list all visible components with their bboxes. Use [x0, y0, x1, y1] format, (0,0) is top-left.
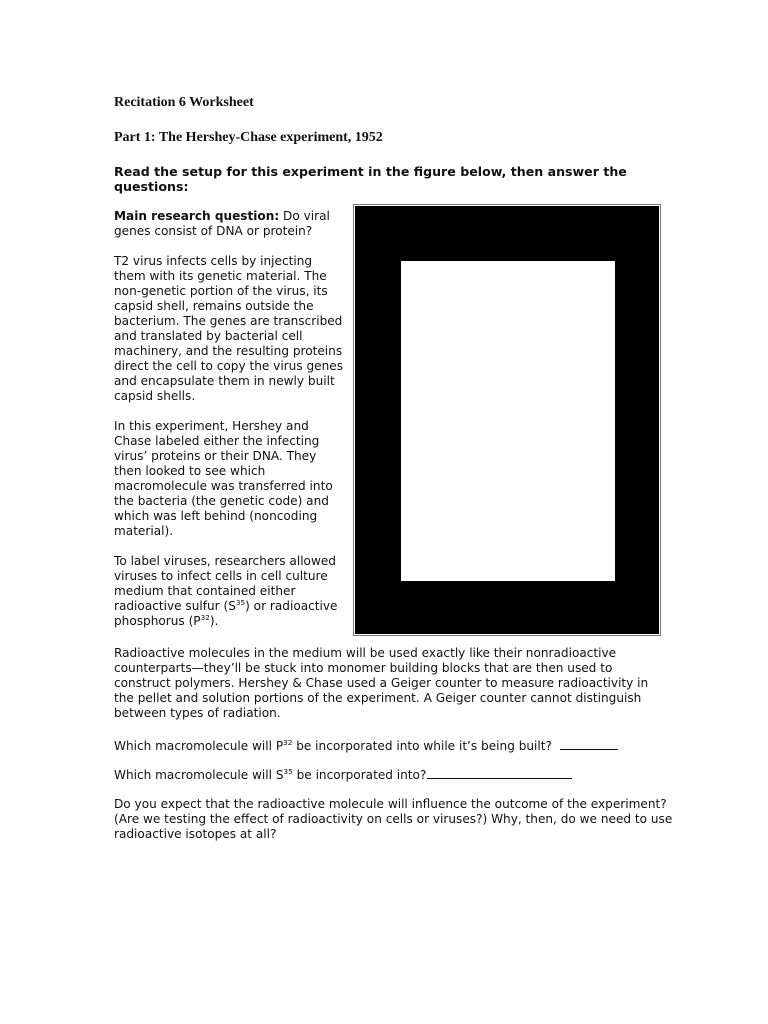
labeling-intro: To label viruses, researchers allowed viruses to infect cells in cell culture medium that contained either radioactive sulfur (S [114, 554, 336, 613]
labeling-end: ). [209, 614, 219, 628]
question-s35 [114, 766, 674, 783]
question-s35-after: be incorporated into? [292, 768, 427, 782]
answer-blank-s35[interactable] [427, 766, 572, 779]
experiment-description [114, 209, 346, 644]
experiment-figure [353, 204, 661, 636]
main-question-label: Main research question: [114, 209, 280, 223]
figure-placeholder [401, 261, 615, 581]
virus-paragraph: T2 virus infects cells by injecting them with its genetic material. The non-genetic portion of the virus, its capsid shell, remains outside the bacterium. The genes are transcribed and translated by bacterial cell machinery, and the resulting proteins direct the cell to copy the virus genes and encapsulate them in newly built capsid shells. [114, 254, 343, 403]
question-p32-superscript: 32 [283, 737, 293, 747]
question-p32 [114, 737, 674, 754]
labeling-paragraph [114, 554, 346, 629]
question-p32-before: Which macromolecule will P [114, 739, 284, 753]
answer-blank-p32[interactable] [560, 737, 618, 750]
sulfur-superscript: 35 [235, 597, 246, 607]
question-s35-superscript: 35 [283, 766, 293, 776]
main-research-question [114, 209, 346, 239]
phosphorus-superscript: 32 [200, 612, 210, 622]
part-heading: Part 1: The Hershey-Chase experiment, 1952 [114, 130, 383, 145]
question-radioactive-influence: Do you expect that the radioactive molecule will influence the outcome of the experiment? (Are we testing the effect of radioactivity on cells or viruses?) Why, then, do we need to use radioactive isotopes at all? [114, 797, 673, 841]
question-s35-before: Which macromolecule will S [114, 768, 284, 782]
worksheet-title: Recitation 6 Worksheet [114, 95, 254, 110]
radioactive-details: Radioactive molecules in the medium will be used exactly like their nonradioactive counterparts—they’ll be stuck into monomer building blocks that are then used to construct polymers. Hershey & Chase used a Geiger counter to measure radioactivity in the pellet and solution portions of the experiment. A Geiger counter cannot distinguish between types of radiation. [114, 646, 649, 720]
experiment-paragraph: In this experiment, Hershey and Chase labeled either the infecting virus’ proteins or their DNA. They then looked to see which macromolecule was transferred into the bacteria (the genetic code) and which was left behind (noncoding material). [114, 419, 333, 538]
labeling-middle: ) or radioactive phosphorus (P [114, 599, 338, 628]
main-question-text: Do viral genes consist of DNA or protein? [114, 209, 330, 238]
question-p32-after: be incorporated into while it’s being built? [292, 739, 552, 753]
instructions: Read the setup for this experiment in the figure below, then answer the questions: [114, 164, 627, 194]
